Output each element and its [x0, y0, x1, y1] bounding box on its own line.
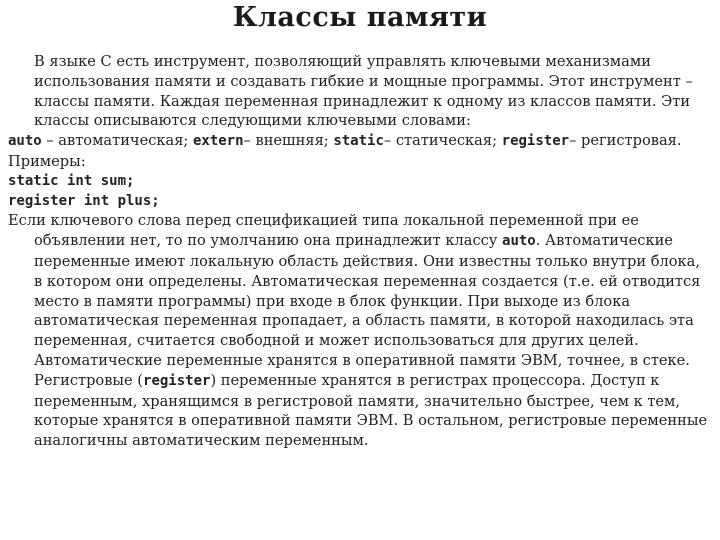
keyword-static-desc: – статическая;	[383, 132, 502, 150]
body-paragraph	[8, 211, 712, 451]
body-part-3: ) переменные хранятся в регистрах процессора. Доступ к переменным, хранящимся в регистровой памяти, значительно быстрее, чем к тем, которые хранятся в оперативной памяти ЭВМ. В остальном, регистровые переменные аналогичны автоматическим переменным.	[34, 371, 708, 450]
keyword-register-desc: – регистровая.	[569, 132, 682, 150]
slide-title: Классы памяти	[232, 2, 488, 33]
keyword-extern: extern	[192, 133, 244, 150]
examples-label: Примеры:	[8, 152, 86, 170]
intro-paragraph: В языке С есть инструмент, позволяющий управлять ключевыми механизмами использования памяти и создавать гибкие и мощные программы. Этот инструмент – классы памяти. Каждая переменная принадлежит к одному из классов памяти. Эти классы описываются следующими ключевыми словами:	[34, 53, 693, 130]
body-auto-keyword: auto	[502, 233, 536, 250]
keyword-register: register	[501, 133, 570, 150]
slide-content	[8, 52, 712, 451]
keyword-auto: auto	[8, 133, 42, 150]
body-part-2: . Автоматические переменные имеют локальную область действия. Они известны только внутри блока, в котором они определены. Автоматическая переменная создается (т.е. ей отводится место в памяти программы) при входе в блок функции. При выходе из блока автоматическая переменная пропадает, а область памяти, в которой находилась эта переменная, считается свободной и может использоваться для других целей. Автоматические переменные хранятся в оперативной памяти ЭВМ, точнее, в стеке. Регистровые (	[34, 232, 701, 389]
keyword-static: static	[333, 133, 384, 150]
body-part-1: Если ключевого слова перед спецификацией типа локальной переменной при ее объявлении нет, то по умолчанию она принадлежит классу	[8, 212, 639, 250]
keyword-auto-desc: – автоматическая;	[41, 132, 193, 150]
body-register-keyword: register	[143, 372, 211, 389]
keyword-extern-desc: – внешняя;	[243, 132, 334, 150]
example-register: register int plus;	[8, 192, 160, 209]
keywords-line	[8, 131, 712, 152]
example-static: static int sum;	[8, 172, 135, 189]
